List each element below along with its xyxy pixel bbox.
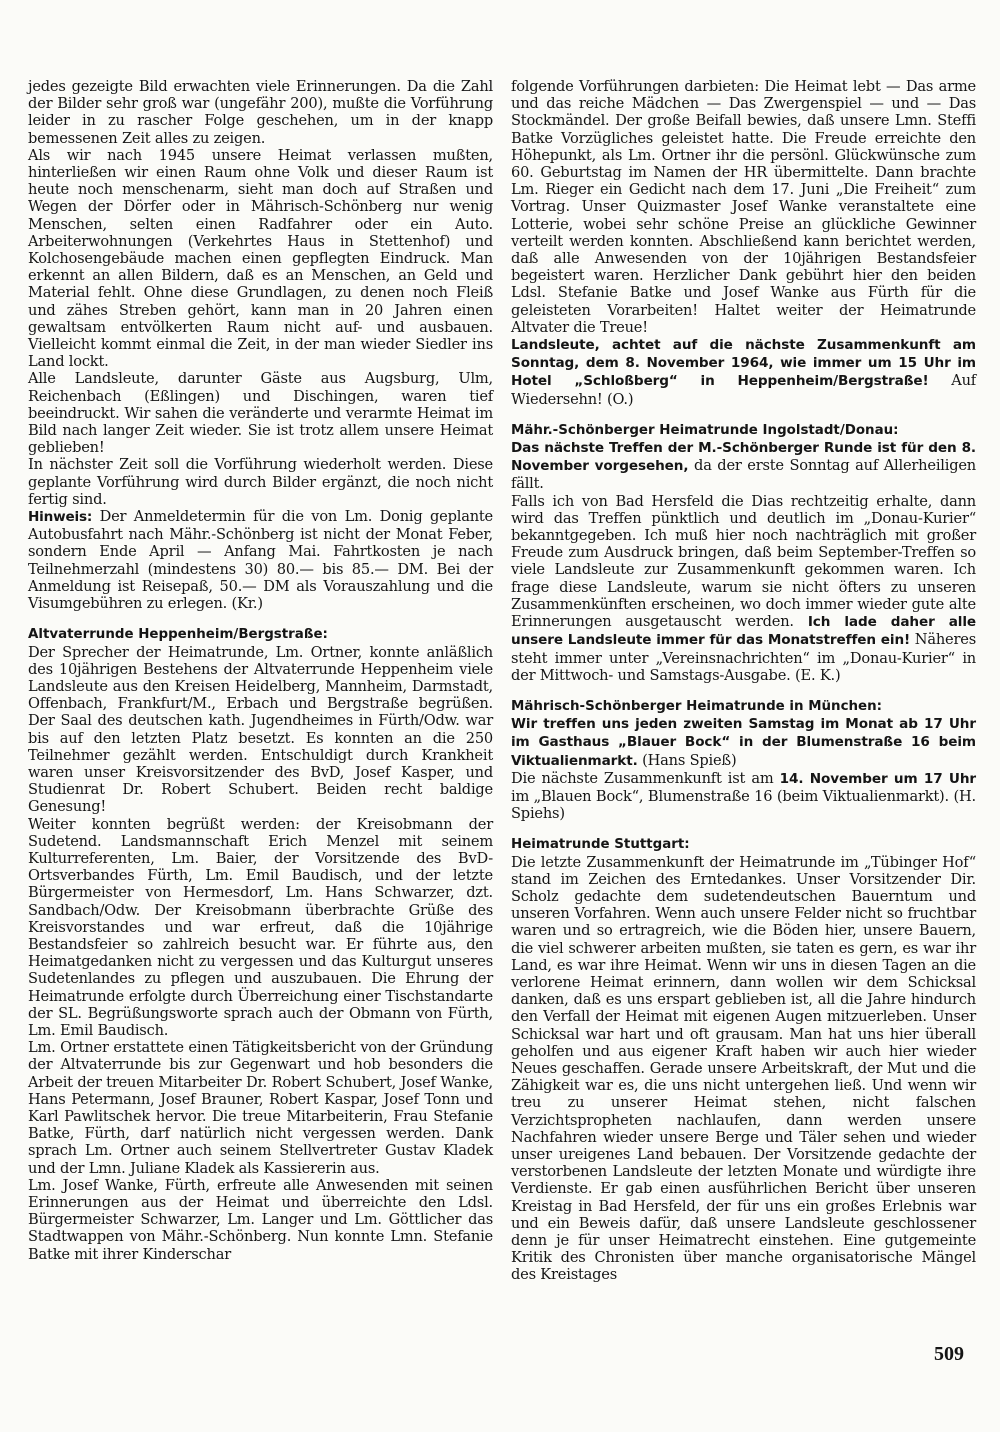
paragraph: Der Sprecher der Heimatrunde, Lm. Ortner, konnte anläßlich des 10jährigen Bestehens der Altvaterrunde Heppenheim viele Landsleute aus den Kreisen Heidelberg, Mannheim, Darmstadt, Offenbach, Frankfurt/M., Erbach und Bergstraße begrüßen. Der Saal des deutschen kath. Jugendheimes in Fürth/Odw. war bis auf den letzten Platz besetzt. Es konnten an die 250 Teilnehmer gezählt werden. Entschuldigt durch Krankheit waren unser Kreisvorsitzender des BvD, Josef Kasper, und Studienrat Dr. Robert Schubert. Beiden recht baldige Genesung!	[28, 643, 493, 816]
announcement-bold: Landsleute, achtet auf die nächste Zusammenkunft am Sonntag, dem 8. November 1964, wie immer um 15 Uhr im Hotel „Schloßberg“ in Heppenheim/Bergstraße!	[511, 337, 976, 390]
paragraph: Weiter konnten begrüßt werden: der Kreisobmann der Sudetend. Landsmannschaft Erich Menzel mit seinem Kulturreferenten, Lm. Baier, der Vorsitzende des BvD-Ortsverbandes Fürth, Lm. Emil Baudisch, und der letzte Bürgermeister von Hermesdorf, Lm. Hans Schwarzer, dzt. Sandbach/Odw. Der Kreisobmann überbrachte Grüße des Kreisvorstandes und war erfreut, daß die 10jährige Bestandsfeier so zahlreich besucht war. Er führte aus, den Heimatgedanken nicht zu vergessen und das Kulturgut unseres Sudetenlandes zu pflegen und auszubauen. Die Ehrung der Heimatrunde erfolgte durch Überreichung einer Tischstandarte der SL. Begrüßungsworte sprach auch der Obmann von Fürth, Lm. Emil Baudisch.	[28, 815, 493, 1039]
section-heading-heppenheim: Altvaterrunde Heppenheim/Bergstraße:	[28, 627, 328, 643]
paragraph: In nächster Zeit soll die Vorführung wiederholt werden. Diese geplante Vorführung wird durch Bilder ergänzt, die noch nicht fertig sind.	[28, 456, 493, 508]
paragraph: jedes gezeigte Bild erwachten viele Erinnerungen. Da die Zahl der Bilder sehr groß war (ungefähr 200), mußte die Vorführung leider in zu rascher Folge geschehen, um in der knapp bemessenen Zeit alles zu zeigen.	[28, 78, 493, 147]
notice-paragraph	[28, 508, 493, 612]
paragraph-tail: Näheres steht immer unter „Vereinsnachrichten“ im „Donau-Kurier“ in der Mittwoch- und Samstags-Ausgabe. (E. K.)	[511, 631, 976, 684]
page-number: 509	[934, 1343, 964, 1365]
paragraph: Lm. Josef Wanke, Fürth, erfreute alle Anwesenden mit seinen Erinnerungen aus der Heimat und überreichte den Ldsl. Bürgermeister Schwarzer, Lm. Langer und Lm. Göttlicher das Stadtwappen von Mähr.-Schönberg. Nun konnte Lmn. Stefanie Batke mit ihrer Kinderschar	[28, 1176, 493, 1263]
section-heading-muenchen: Mährisch-Schönberger Heimatrunde in München:	[511, 698, 883, 714]
paragraph: folgende Vorführungen darbieten: Die Heimat lebt — Das arme und das reiche Mädchen — Das Zwergenspiel — und — Das Stockmändel. Der große Beifall bewies, daß unsere Lmn. Steffi Batke Vorzügliches geleistet hatte. Die Freude erreichte den Höhepunkt, als Lm. Ortner ihr die persönl. Glückwünsche zum 60. Geburtstag im Namen der HR übermittelte. Dann brachte Lm. Rieger ein Gedicht nach dem 17. Juni „Die Freiheit“ zum Vortrag. Unser Quizmaster Josef Wanke veranstaltete eine Lotterie, wobei sehr schöne Preise an glückliche Gewinner verteilt werden konnten. Abschließend kann berichtet werden, daß alle Anwesenden von der 10jährigen Bestandsfeier begeistert waren. Herzlicher Dank gebührt hier den beiden Ldsl. Stefanie Batke und Josef Wanke aus Fürth für die geleisteten Vorarbeiten! Haltet weiter der Heimatrunde Altvater die Treue!	[511, 78, 976, 336]
announcement-tail: Auf Wiedersehn! (O.)	[511, 372, 976, 408]
invite-bold: Ich lade daher alle unsere Landsleute immer für das Monatstreffen ein!	[511, 614, 976, 649]
section-heading-stuttgart: Heimatrunde Stuttgart:	[511, 837, 690, 853]
paragraph: Alle Landsleute, darunter Gäste aus Augsburg, Ulm, Reichenbach (Eßlingen) und Dischingen, waren tief beeindruckt. Wir sahen die veränderte und verarmte Heimat im Bild nach langer Zeit wieder. Sie ist trotz allem unsere Heimat geblieben!	[28, 370, 493, 457]
paragraph: Als wir nach 1945 unsere Heimat verlassen mußten, hinterließen wir einen Raum ohne Volk und dieser Raum ist heute noch menschenarm, sieht man doch auf Straßen und Wegen der Dörfer oder in Mährisch-Schönberg nur wenig Menschen, selten einen Radfahrer oder ein Auto. Arbeiterwohnungen (Verkehrtes Haus in Stettenhof) und Kolchosengebäude machen einen gepflegten Eindruck. Man erkennt an allen Bildern, daß es an Menschen, an Geld und Material fehlt. Ohne diese Grundlagen, zu denen noch Fleiß und zähes Streben gehört, kann man in 20 Jahren einen gewaltsam entvölkerten Raum nicht auf- und ausbauen. Vielleicht kommt einmal die Zeit, in der man wieder Siedler ins Land lockt.	[28, 146, 493, 371]
paragraph	[511, 715, 976, 770]
meeting-bold: Das nächste Treffen der M.-Schönberger Runde ist für den 8. November vorgesehen,	[511, 440, 976, 475]
paragraph-text: Die nächste Zusammenkunft ist am	[511, 769, 780, 787]
paragraph	[511, 493, 976, 684]
paragraph: Lm. Ortner erstattete einen Tätigkeitsbericht von der Gründung der Altvaterrunde bis zur Gegenwart und hob besonders die Arbeit der treuen Mitarbeiter Dr. Robert Schubert, Josef Wanke, Hans Petermann, Josef Brauner, Robert Kaspar, Josef Tonn und Karl Pawlitschek hervor. Die treue Mitarbeiterin, Frau Stefanie Batke, Fürth, darf natürlich nicht vergessen werden. Dank sprach Lm. Ortner auch seinem Stellvertreter Gustav Kladek und der Lmn. Juliane Kladek als Kassiererin aus.	[28, 1039, 493, 1177]
announcement-paragraph	[511, 336, 976, 408]
right-column	[511, 78, 976, 1284]
notice-label: Hinweis:	[28, 509, 93, 526]
paragraph-text: Falls ich von Bad Hersfeld die Dias rechtzeitig erhalte, dann wird das Treffen pünktlich und deutlich im „Donau-Kurier“ bekanntgegeben. Ich muß hier noch nachträglich mit großer Freude zum Ausdruck bringen, daß beim September-Treffen so viele Landsleute zur Zusammenkunft gekommen waren. Ich frage diese Landsleute, warum sie nicht öfters zu unseren Zusammenkünften erscheinen, wo doch immer wieder gute alte Erinnerungen ausgetauscht werden.	[511, 492, 976, 631]
paragraph-tail: im „Blauen Bock“, Blumenstraße 16 (beim Viktualienmarkt). (H. Spiehs)	[511, 787, 976, 823]
meeting-bold: Wir treffen uns jeden zweiten Samstag im Monat ab 17 Uhr im Gasthaus „Blauer Bock“ in der Blumenstraße 16 beim Viktualienmarkt.	[511, 716, 976, 769]
section-heading-ingolstadt: Mähr.-Schönberger Heimatrunde Ingolstadt/Donau:	[511, 422, 899, 438]
left-column	[28, 78, 493, 1263]
date-bold: 14. November um 17 Uhr	[779, 770, 977, 787]
meeting-tail: (Hans Spieß)	[637, 751, 737, 769]
notice-text: Der Anmeldetermin für die von Lm. Donig geplante Autobusfahrt nach Mähr.-Schönberg ist nicht der Monat Feber, sondern Ende April — Anfang Mai. Fahrtkosten je nach Teilnehmerzahl (mindestens 30) 80.— bis 85.— DM. Bei der Anmeldung ist Reisepaß, 50.— DM als Vorauszahlung und die Visumgebühren zu erlegen. (Kr.)	[28, 508, 493, 613]
paragraph	[511, 770, 976, 823]
paragraph	[511, 439, 976, 493]
meeting-tail: da der erste Sonntag auf Allerheiligen fällt.	[511, 457, 976, 493]
paragraph: Die letzte Zusammenkunft der Heimatrunde im „Tübinger Hof“ stand im Zeichen des Erntedankes. Unser Vorsitzender Dir. Scholz gedachte dem sudetendeutschen Bauerntum und unseren Vorfahren. Wenn auch unsere Felder nicht so fruchtbar waren und so ertragreich, wie die Böden hier, unsere Bauern, die viel schwerer arbeiten mußten, sie taten es gern, es war ihr Land, es war ihre Heimat. Wenn wir uns in diesen Tagen an die verlorene Heimat erinnern, dann wollen wir dem Schicksal danken, daß es uns erspart geblieben ist, all die Jahre hindurch den Verfall der Heimat mit eigenen Augen mitzuerleben. Unser Schicksal war hart und oft grausam. Man hat uns hier überall geholfen und aus eigener Kraft haben wir auch hier wieder Neues geschaffen. Gerade unsere Arbeitskraft, der Mut und die Zähigkeit war es, die uns nicht untergehen ließ. Und wenn wir treu zu unserer Heimat stehen, nicht falschen Verzichtspropheten nachlaufen, dann werden unsere Nachfahren wieder unsere Berge und Täler sehen und wieder unser ureigenes Land bebauen. Der Vorsitzende gedachte der verstorbenen Landsleute der letzten Monate und würdigte ihre Verdienste. Er gab einen ausführlichen Bericht über unseren Kreistag in Bad Hersfeld, der für uns ein großes Erlebnis war und ein Beweis dafür, daß unsere Landsleute geschlossener denn je für unser Heimatrecht einstehen. Eine gutgemeinte Kritik des Chronisten über manche organisatorische Mängel des Kreistages	[511, 853, 976, 1284]
